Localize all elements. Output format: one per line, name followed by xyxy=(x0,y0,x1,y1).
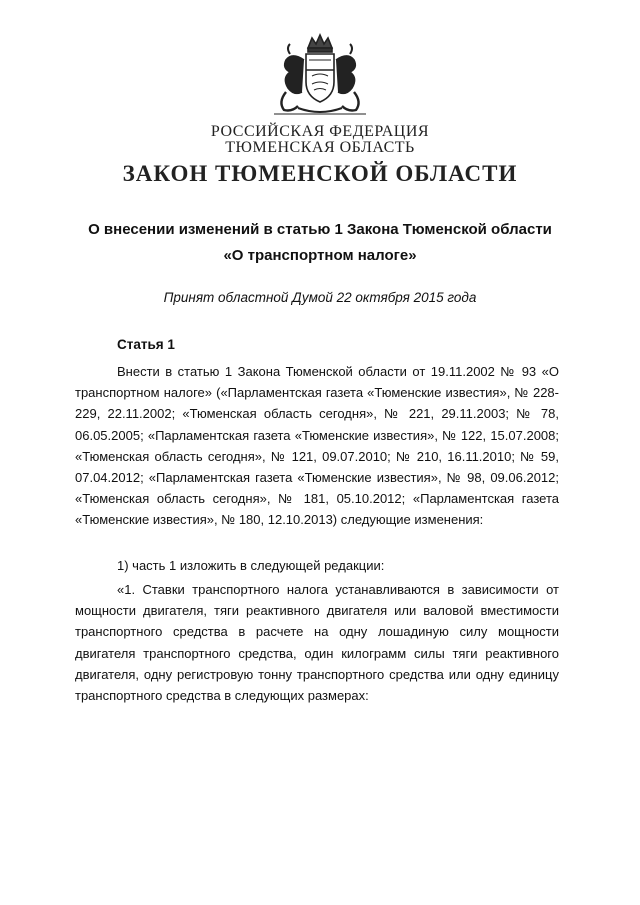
article-paragraph: Внести в статью 1 Закона Тюменской области от 19.11.2002 № 93 «О транспортном налоге» («Парламентская газета «Тюменские известия», № 228-229, 22.11.2002; «Тюменская область сегодня», № 221, 29.11.2003; № 78, 06.05.2005; «Парламентская газета «Тюменские известия», № 122, 15.07.2008; «Тюменская область сегодня», № 121, 09.07.2010; № 210, 16.11.2010; № 59, 07.04.2012; «Парламентская газета «Тюменские известия», № 98, 09.06.2012; «Тюменская область сегодня», № 181, 05.10.2012; «Парламентская газета «Тюменские известия», № 180, 12.10.2013) следующие изменения: xyxy=(75,364,559,528)
law-title-line-1: О внесении изменений в статью 1 Закона Тюменской области xyxy=(88,221,552,238)
law-title-line-2: «О транспортном налоге» xyxy=(223,247,417,264)
region-heading: ТЮМЕНСКАЯ ОБЛАСТЬ xyxy=(225,139,415,156)
article-heading: Статья 1 xyxy=(117,337,175,352)
article-paragraph: 1) часть 1 изложить в следующей редакции: xyxy=(117,558,385,573)
document-type-heading: ЗАКОН ТЮМЕНСКОЙ ОБЛАСТИ xyxy=(122,161,518,186)
coat-of-arms-icon xyxy=(268,30,372,116)
country-heading: РОССИЙСКАЯ ФЕДЕРАЦИЯ xyxy=(210,123,430,140)
article-paragraph: «1. Ставки транспортного налога устанавливаются в зависимости от мощности двигателя, тяги реактивного двигателя или валовой вместимости транспортного средства в расчете на одну лошадиную силу мощности двигателя транспортного средства, один килограмм силы тяги реактивного двигателя, одну регистровую тонну транспортного средства или одну единицу транспортного средства в следующих размерах: xyxy=(75,582,559,704)
adoption-note: Принят областной Думой 22 октября 2015 года xyxy=(163,290,477,305)
